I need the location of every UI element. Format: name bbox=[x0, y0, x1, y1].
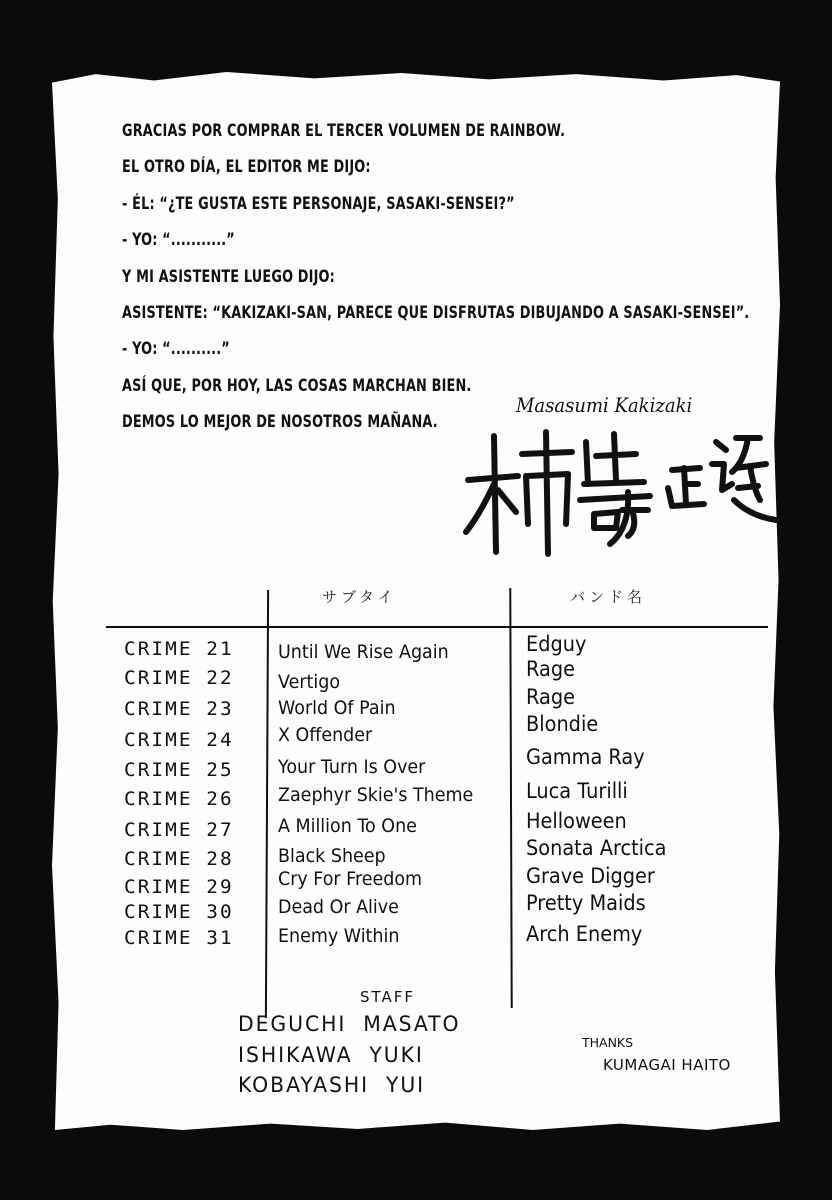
table-row-crime: CRIME 30 bbox=[124, 901, 234, 923]
table-row-title: Enemy Within bbox=[278, 925, 400, 947]
table-row-crime: CRIME 24 bbox=[124, 729, 234, 751]
table-row-title: Cry For Freedom bbox=[278, 868, 423, 890]
table-row-title: Black Sheep bbox=[278, 845, 386, 867]
table-row-crime: CRIME 23 bbox=[124, 698, 234, 720]
table-row-title: Until We Rise Again bbox=[278, 641, 449, 663]
message-line: GRACIAS POR COMPRAR EL TERCER VOLUMEN DE RAINBOW. bbox=[122, 121, 566, 140]
table-row-title: World Of Pain bbox=[278, 697, 396, 719]
table-row-band: Luca Turilli bbox=[526, 779, 628, 803]
table-row-crime: CRIME 21 bbox=[124, 638, 234, 660]
table-row-crime: CRIME 27 bbox=[124, 819, 234, 841]
thanks-name: KUMAGAI HAITO bbox=[603, 1056, 731, 1074]
message-line: Y MI ASISTENTE LUEGO DIJO: bbox=[122, 266, 335, 286]
message-line: DEMOS LO MEJOR DE NOSOTROS MAÑANA. bbox=[122, 412, 438, 432]
table-row-title: Zaephyr Skie's Theme bbox=[278, 784, 474, 806]
table-row-band: Rage bbox=[526, 685, 575, 709]
table-row-band: Pretty Maids bbox=[526, 891, 646, 915]
table-row-crime: CRIME 31 bbox=[124, 927, 234, 949]
table-row-crime: CRIME 25 bbox=[124, 759, 234, 781]
column-header-band: バンド名 bbox=[570, 588, 647, 606]
thanks-heading: THANKS bbox=[582, 1035, 634, 1050]
table-row-title: Your Turn Is Over bbox=[278, 756, 426, 778]
table-row-crime: CRIME 26 bbox=[124, 788, 234, 810]
signature-icon bbox=[460, 428, 780, 558]
column-header-title: サブタイ bbox=[322, 588, 397, 606]
table-row-title: A Million To One bbox=[278, 815, 417, 837]
author-name: Masasumi Kakizaki bbox=[516, 393, 693, 417]
table-row-band: Edguy bbox=[526, 632, 587, 656]
table-row-band: Blondie bbox=[526, 712, 599, 736]
message-line: EL OTRO DÍA, EL EDITOR ME DIJO: bbox=[122, 157, 371, 177]
staff-heading: STAFF bbox=[360, 988, 416, 1006]
staff-name: ISHIKAWA YUKI bbox=[238, 1043, 424, 1067]
staff-name: DEGUCHI MASATO bbox=[238, 1012, 461, 1036]
message-line: - YO: “..........” bbox=[122, 339, 230, 359]
table-row-band: Helloween bbox=[526, 809, 627, 833]
table-row-band: Arch Enemy bbox=[526, 922, 643, 946]
table-row-title: Dead Or Alive bbox=[278, 896, 399, 918]
table-row-band: Sonata Arctica bbox=[526, 836, 667, 860]
table-row-crime: CRIME 29 bbox=[124, 876, 234, 898]
message-line: - YO: “...........” bbox=[122, 230, 235, 250]
table-row-crime: CRIME 22 bbox=[124, 667, 234, 689]
table-row-crime: CRIME 28 bbox=[124, 848, 234, 870]
table-row-title: Vertigo bbox=[278, 671, 341, 693]
table-row-band: Grave Digger bbox=[526, 864, 655, 888]
table-row-band: Gamma Ray bbox=[526, 745, 645, 769]
message-line: - ÉL: “¿TE GUSTA ESTE PERSONAJE, SASAKI-SENSEI?” bbox=[122, 193, 515, 213]
message-line: ASÍ QUE, POR HOY, LAS COSAS MARCHAN BIEN. bbox=[122, 375, 472, 395]
message-line: ASISTENTE: “KAKIZAKI-SAN, PARECE QUE DISFRUTAS DIBUJANDO A SASAKI-SENSEI”. bbox=[122, 302, 750, 322]
table-row-title: X Offender bbox=[278, 724, 373, 746]
table-row-band: Rage bbox=[526, 657, 575, 681]
table-header-line bbox=[106, 626, 768, 628]
staff-name: KOBAYASHI YUI bbox=[238, 1073, 426, 1097]
